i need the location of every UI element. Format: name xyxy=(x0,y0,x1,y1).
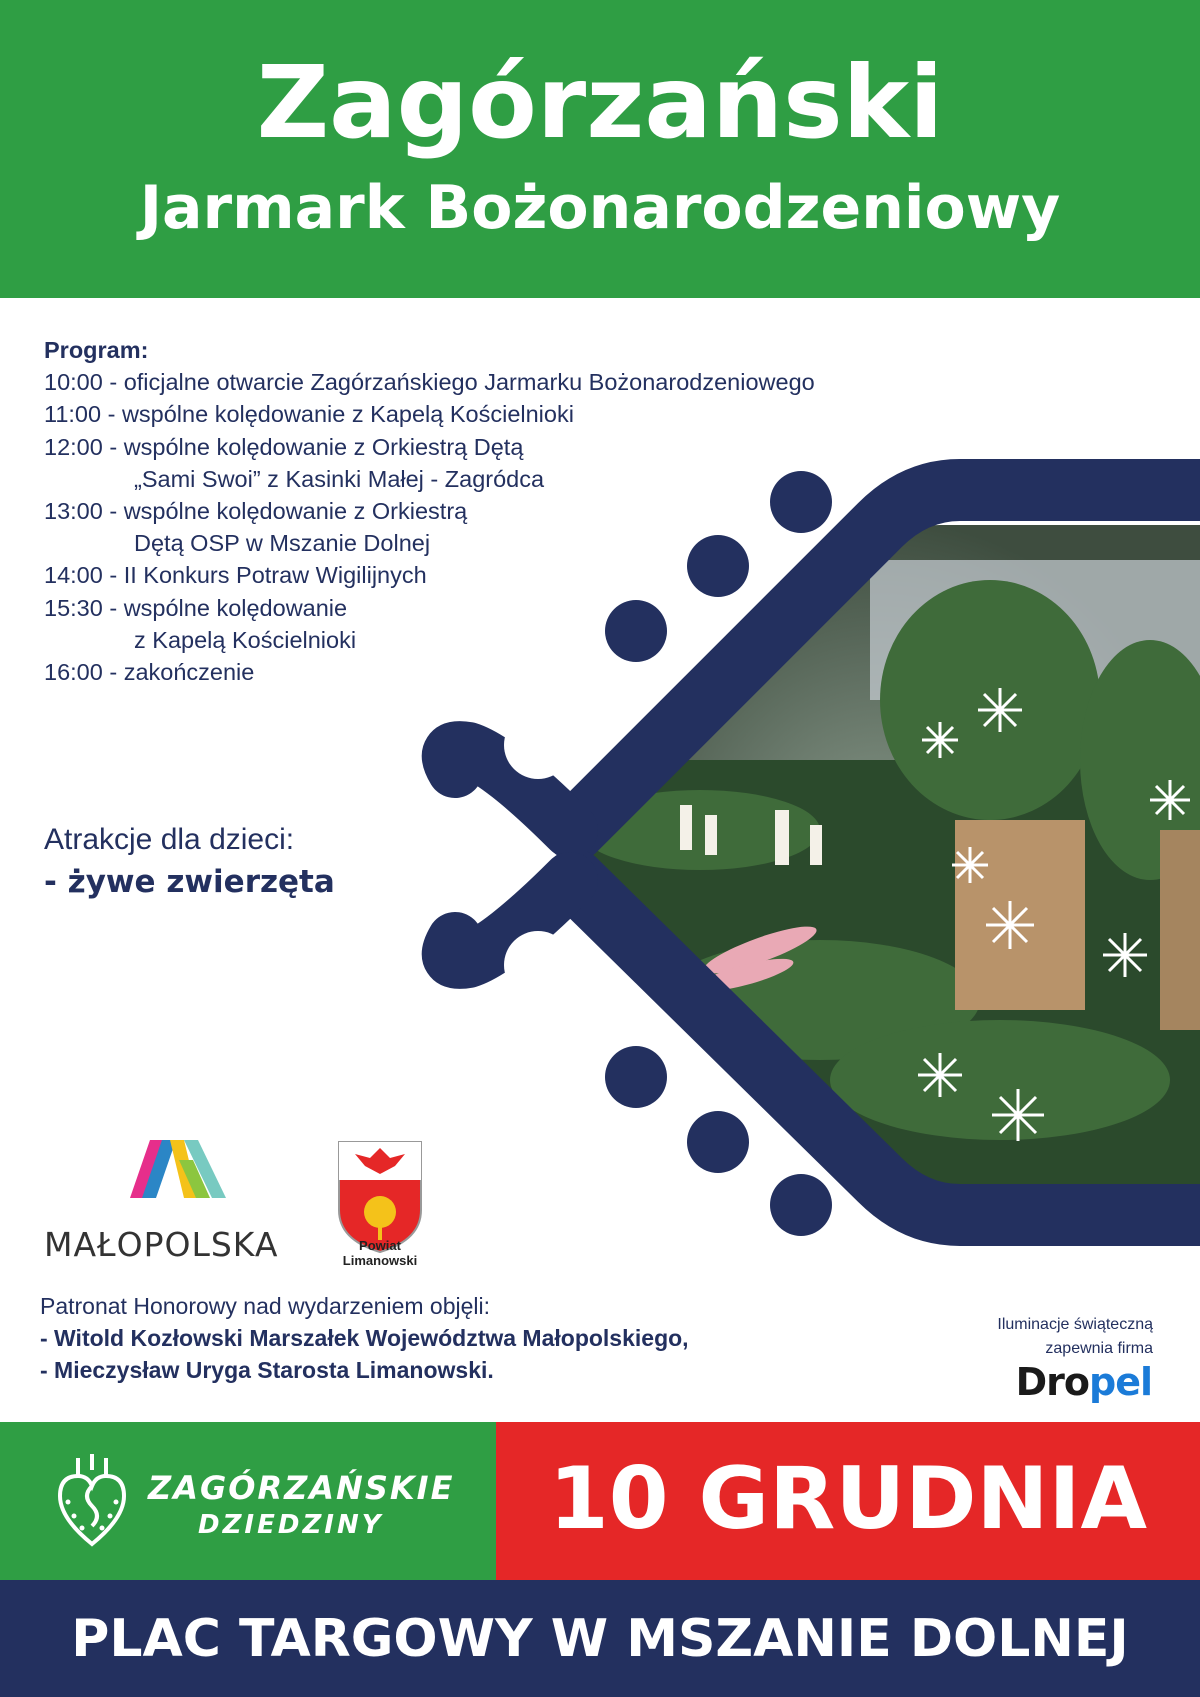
attractions-heading: Atrakcje dla dzieci: xyxy=(44,823,295,856)
program-item: 11:00 - wspólne kolędowanie z Kapelą Kościelnioki xyxy=(44,401,574,428)
dropel-logo-part2: pel xyxy=(1089,1360,1152,1404)
sponsor-line-1: Iluminacje świąteczną xyxy=(997,1316,1153,1333)
event-subtitle: Jarmark Bożonarodzeniowy xyxy=(139,173,1061,243)
program-item: 14:00 - II Konkurs Potraw Wigilijnych xyxy=(44,562,427,589)
dropel-logo-part1: Dro xyxy=(1015,1360,1089,1404)
program-list xyxy=(44,334,944,688)
patron-1: - Witold Kozłowski Marszałek Województwa Małopolskiego, xyxy=(40,1325,689,1351)
honorary-patronage xyxy=(40,1290,689,1386)
sponsor-line-2: zapewnia firma xyxy=(1045,1340,1153,1357)
program-item: 16:00 - zakończenie xyxy=(44,659,255,686)
event-title: Zagórzański xyxy=(256,44,944,161)
powiat-label-line1: Powiat xyxy=(359,1238,401,1253)
program-item-continued: „Sami Swoi” z Kasinki Małej - Zagródca xyxy=(134,465,545,492)
attractions-item: - żywe zwierzęta xyxy=(44,864,335,900)
program-heading: Program: xyxy=(44,337,149,363)
brand-line-1: ZAGÓRZAŃSKIE xyxy=(148,1469,455,1507)
powiat-label xyxy=(330,1238,430,1268)
program-item-continued: z Kapelą Kościelnioki xyxy=(134,626,357,653)
powiat-label-line2: Limanowski xyxy=(342,1253,418,1268)
kids-attractions xyxy=(44,820,335,904)
zagorzanskie-heart-icon xyxy=(52,1452,132,1552)
patronage-heading: Patronat Honorowy nad wydarzeniem objęli: xyxy=(40,1293,491,1319)
event-place: PLAC TARGOWY W MSZANIE DOLNEJ xyxy=(71,1609,1129,1669)
sponsor-note xyxy=(997,1313,1153,1361)
brand-line-2: DZIEDZINY xyxy=(198,1510,384,1540)
program-item: 12:00 - wspólne kolędowanie z Orkiestrą Dętą xyxy=(44,433,524,460)
event-date: 10 GRUDNIA xyxy=(548,1449,1148,1549)
program-item: 15:30 - wspólne kolędowanie xyxy=(44,594,348,621)
patron-2: - Mieczysław Uryga Starosta Limanowski. xyxy=(40,1357,494,1383)
program-item: 13:00 - wspólne kolędowanie z Orkiestrą xyxy=(44,498,468,525)
dropel-logo xyxy=(1016,1360,1152,1404)
malopolska-wordmark: MAŁOPOLSKA xyxy=(44,1225,279,1264)
program-item: 10:00 - oficjalne otwarcie Zagórzańskiego Jarmarku Bożonarodzeniowego xyxy=(44,369,815,396)
zagorzanskie-dziedziny-wordmark xyxy=(148,1468,454,1542)
program-item-continued: Dętą OSP w Mszanie Dolnej xyxy=(134,530,431,557)
